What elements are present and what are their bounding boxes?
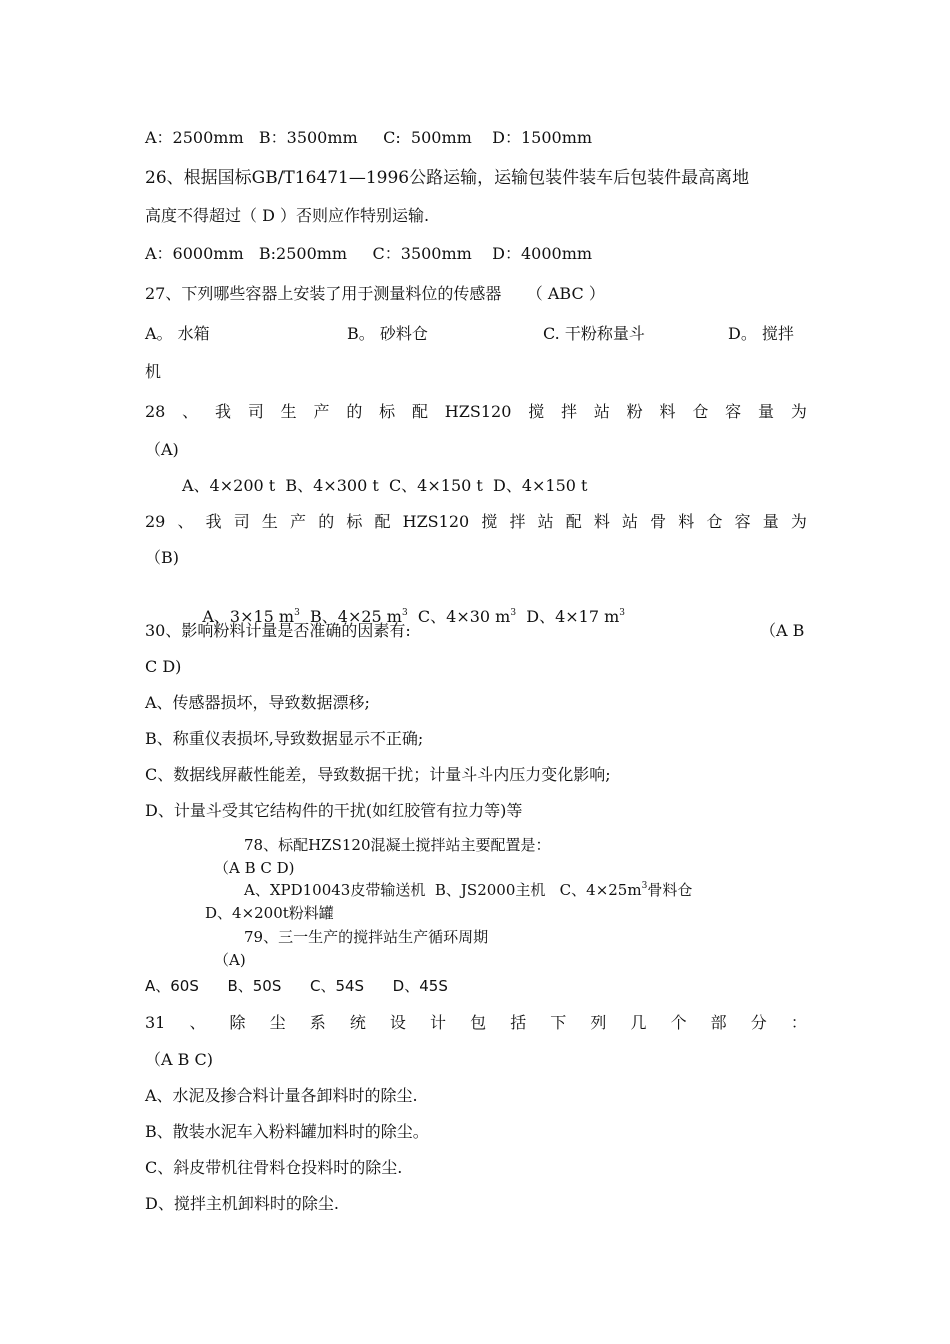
stem-token: 骨 [650,512,667,531]
stem-token: 料 [593,512,610,531]
stem-token: 搅 [528,402,545,421]
stem-token: 为 [790,402,807,421]
stem-token: 仓 [692,402,709,421]
stem-token: 标 [379,402,396,421]
stem-token: HZS120 [402,512,470,531]
q28-stem [145,401,807,423]
stem-token: 配 [411,402,428,421]
stem-token: 设 [389,1013,406,1032]
q29-option-b: B、4×25 m [299,607,402,626]
q78-option-d: D、4×200t粉料罐 [205,904,334,922]
stem-token: 料 [659,402,676,421]
stem-token: 、 [182,402,199,421]
q79-stem: 79、三一生产的搅拌站生产循环周期 [244,928,489,946]
stem-token: 包 [470,1013,487,1032]
q27-option-d: D。 搅拌 [728,324,794,343]
q79-answer: （A) [214,951,246,969]
superscript: 3 [641,881,648,891]
superscript: 3 [619,608,626,618]
stem-token: 粉 [626,402,643,421]
q26-stem-cont: 高度不得超过（ D ）否则应作特别运输. [145,206,430,225]
stem-token: 括 [510,1013,527,1032]
q31-option-b: B、散装水泥车入粉料罐加料时的除尘。 [145,1122,429,1141]
q27-option-d-cont: 机 [145,362,162,381]
stem-token: 搅 [481,512,498,531]
superscript: 3 [401,608,408,618]
stem-token: 的 [318,512,335,531]
q28-answer: （A) [145,440,179,459]
stem-token: 站 [622,512,639,531]
q30-option-b: B、称重仪表损坏,导致数据显示不正确; [145,729,424,748]
q78-options [244,880,692,900]
q30-answer: （A B [760,621,805,640]
stem-token: 我 [215,402,232,421]
stem-token: 31 [145,1013,166,1032]
stem-token: 下 [550,1013,567,1032]
q78-option-c-cont: 骨料仓 [647,881,693,899]
stem-token: 计 [430,1013,447,1032]
q31-option-c: C、斜皮带机往骨料仓投料时的除尘. [145,1158,403,1177]
stem-token: 生 [261,512,278,531]
q27-option-b: B。 砂料仓 [347,324,428,343]
stem-token: 除 [229,1013,246,1032]
q30-option-d: D、计量斗受其它结构件的干扰(如红胶管有拉力等)等 [145,801,523,820]
stem-token: 容 [734,512,751,531]
superscript: 3 [510,608,517,618]
stem-token: 我 [205,512,222,531]
stem-token: 仓 [706,512,723,531]
q26-options: A：6000mm B:2500mm C：3500mm D：4000mm [145,244,593,263]
stem-token: 拌 [509,512,526,531]
q30-option-c: C、数据线屏蔽性能差，导致数据干扰；计量斗斗内压力变化影响; [145,765,611,784]
stem-token: 配 [374,512,391,531]
q79-options: A、60S B、50S C、54S D、45S [145,977,448,995]
stem-token: 司 [247,402,264,421]
stem-token: 几 [630,1013,647,1032]
stem-token: HZS120 [444,402,512,421]
q78-stem: 78、标配HZS120混凝土搅拌站主要配置是： [244,836,551,854]
q31-option-d: D、搅拌主机卸料时的除尘. [145,1194,339,1213]
stem-token: 量 [757,402,774,421]
stem-token: 产 [313,402,330,421]
q29-stem [145,511,807,533]
q31-stem [145,1012,807,1034]
stem-token: 系 [309,1013,326,1032]
q29-answer: （B) [145,548,180,567]
q27-option-c: C. 干粉称量斗 [543,324,645,343]
stem-token: 生 [280,402,297,421]
q78-answer: （A B C D) [214,859,295,877]
stem-token: 分 [750,1013,767,1032]
stem-token: 站 [537,512,554,531]
stem-token: 标 [346,512,363,531]
stem-token: 司 [233,512,250,531]
q29-option-c: C、4×30 m [407,607,511,626]
stem-token: 拌 [561,402,578,421]
q25-options: A：2500mm B：3500mm C: 500mm D：1500mm [145,128,593,147]
stem-token: 、 [189,1013,206,1032]
q29-option-d: D、4×17 m [516,607,620,626]
stem-token: 尘 [269,1013,286,1032]
stem-token: 、 [177,512,194,531]
q30-stem: 30、影响粉料计量是否准确的因素有: [145,621,411,640]
stem-token: 部 [710,1013,727,1032]
q27-option-a: A。 水箱 [145,324,210,343]
stem-token: 列 [590,1013,607,1032]
stem-token: 容 [725,402,742,421]
stem-token: 料 [678,512,695,531]
q30-answer-cont: C D) [145,657,182,676]
superscript: 3 [294,608,300,618]
q27-stem: 27、下列哪些容器上安装了用于测量料位的传感器 （ ABC ） [145,284,605,303]
q31-answer: （A B C) [145,1050,213,1069]
stem-token: 量 [762,512,779,531]
q28-options: A、4×200 t B、4×300 t C、4×150 t D、4×150 t [182,476,588,495]
stem-token: ： [790,1013,807,1032]
q78-option-abc: A、XPD10043皮带输送机 B、JS2000主机 C、4×25m [244,881,642,899]
stem-token: 的 [346,402,363,421]
stem-token: 为 [790,512,807,531]
q29-option-a: A、3×15 m [202,607,295,626]
stem-token: 统 [349,1013,366,1032]
q31-option-a: A、水泥及掺合料计量各卸料时的除尘. [145,1086,418,1105]
q26-stem: 26、根据国标GB/T16471—1996公路运输，运输包装件装车后包装件最高离地 [145,168,750,188]
stem-token: 产 [290,512,307,531]
stem-token: 28 [145,402,166,421]
stem-token: 配 [565,512,582,531]
stem-token: 29 [145,512,166,531]
stem-token: 站 [593,402,610,421]
stem-token: 个 [670,1013,687,1032]
q30-option-a: A、传感器损坏，导致数据漂移; [145,693,370,712]
